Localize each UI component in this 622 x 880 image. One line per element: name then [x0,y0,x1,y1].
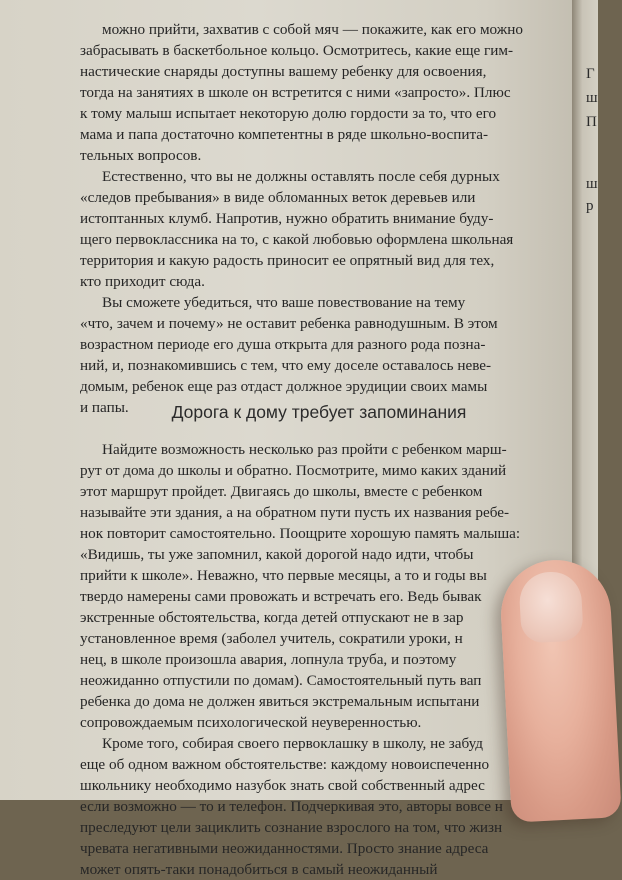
text-line: рут от дома до школы и обратно. Посмотрите, мимо каких зданий [80,462,507,479]
text-line: ребенка до дома не должен явиться экстремальным испытани [80,693,480,710]
text-line: неожиданно отпустили по домам). Самостоятельный путь вап [80,672,482,689]
margin-fragment: р [586,198,594,214]
text-line: экстренные обстоятельства, когда детей отпускают не в зар [80,609,464,626]
text-line: этот маршрут пройдет. Двигаясь до школы, вместе с ребенком [80,483,483,500]
text-line: твердо намерены сами провожать и встречать его. Ведь бывак [80,588,482,605]
text-line: прийти к школе». Неважно, что первые месяцы, а то и годы вы [80,567,487,584]
text-line: нок повторит самостоятельно. Поощрите хорошую память малыша: [80,525,521,542]
margin-fragment: П [586,114,597,130]
text-line: еще об одном важном обстоятельстве: каждому новоиспеченно [80,756,490,773]
body-text-top [80,19,558,418]
text-line: настические снаряды доступны вашему ребенку для освоения, [80,63,487,80]
text-line: тогда на занятиях в школе он встретится с ними «запросто». Плюс [80,84,511,101]
text-line: можно прийти, захватив с собой мяч — покажите, как его можно [102,21,523,38]
text-line: Кроме того, собирая своего первоклашку в школу, не забуд [102,735,484,752]
text-line: установленное время (заболел учитель, сократили уроки, н [80,630,463,647]
text-line: школьнику необходимо назубок знать свой собственный адрес [80,777,485,794]
text-line: к тому малыш испытает некоторую долю гордости за то, что его [80,105,497,122]
text-line: Вы сможете убедиться, что ваше повествование на тему [102,294,466,311]
text-line: «следов пребывания» в виде обломанных веток деревьев или [80,189,476,206]
text-line: кто приходит сюда. [80,273,205,290]
text-line: если возможно — то и телефон. Подчеркивая это, авторы вовсе н [80,798,503,815]
text-line: территория и какую радость приносит ее опрятный вид для тех, [80,252,495,269]
text-line: щего первоклассника на то, с какой любовью оформлена школьная [80,231,514,248]
text-line: тельных вопросов. [80,147,202,164]
fingernail-photo [518,570,584,643]
text-line: забрасывать в баскетбольное кольцо. Осмотритесь, какие еще гим- [80,42,514,59]
text-line: преследуют цели зациклить сознание взрослого на том, что жизн [80,819,503,836]
text-line: домым, ребенок еще раз отдаст должное эрудиции своих мамы [80,378,488,395]
body-text-bottom [80,439,558,880]
section-heading: Дорога к дому требует запоминания [171,402,467,422]
text-line: Естественно, что вы не должны оставлять после себя дурных [102,168,500,185]
text-line: чревата негативными неожиданностями. Просто знание адреса [80,840,489,857]
text-line: «Видишь, ты уже запомнил, какой дорогой надо идти, чтобы [80,546,474,563]
text-line: возрастном периоде его душа открыта для разного рода позна- [80,336,486,353]
text-line: истоптанных клумб. Напротив, нужно обратить внимание буду- [80,210,494,227]
margin-fragment: ш [586,176,598,192]
text-line: называйте эти здания, а на обратном пути пусть их названия ребе- [80,504,510,521]
text-line: и папы. [80,399,129,416]
text-line: нец, в школе произошла авария, лопнула труба, и поэтому [80,651,457,668]
text-line: мама и папа достаточно компетентны в ряде школьно-воспита- [80,126,489,143]
text-line: «что, зачем и почему» не оставит ребенка равнодушным. В этом [80,315,498,332]
text-line: сопровождаемым психологической неуверенностью. [80,714,422,731]
text-line: может опять-таки понадобиться в самый неожиданный [80,861,438,878]
text-line: Найдите возможность несколько раз пройти с ребенком марш- [102,441,507,458]
margin-fragment: ш [586,90,598,106]
margin-fragment: Г [586,66,595,82]
text-line: ний, и, познакомившись с тем, что ему доселе оставалось неве- [80,357,492,374]
